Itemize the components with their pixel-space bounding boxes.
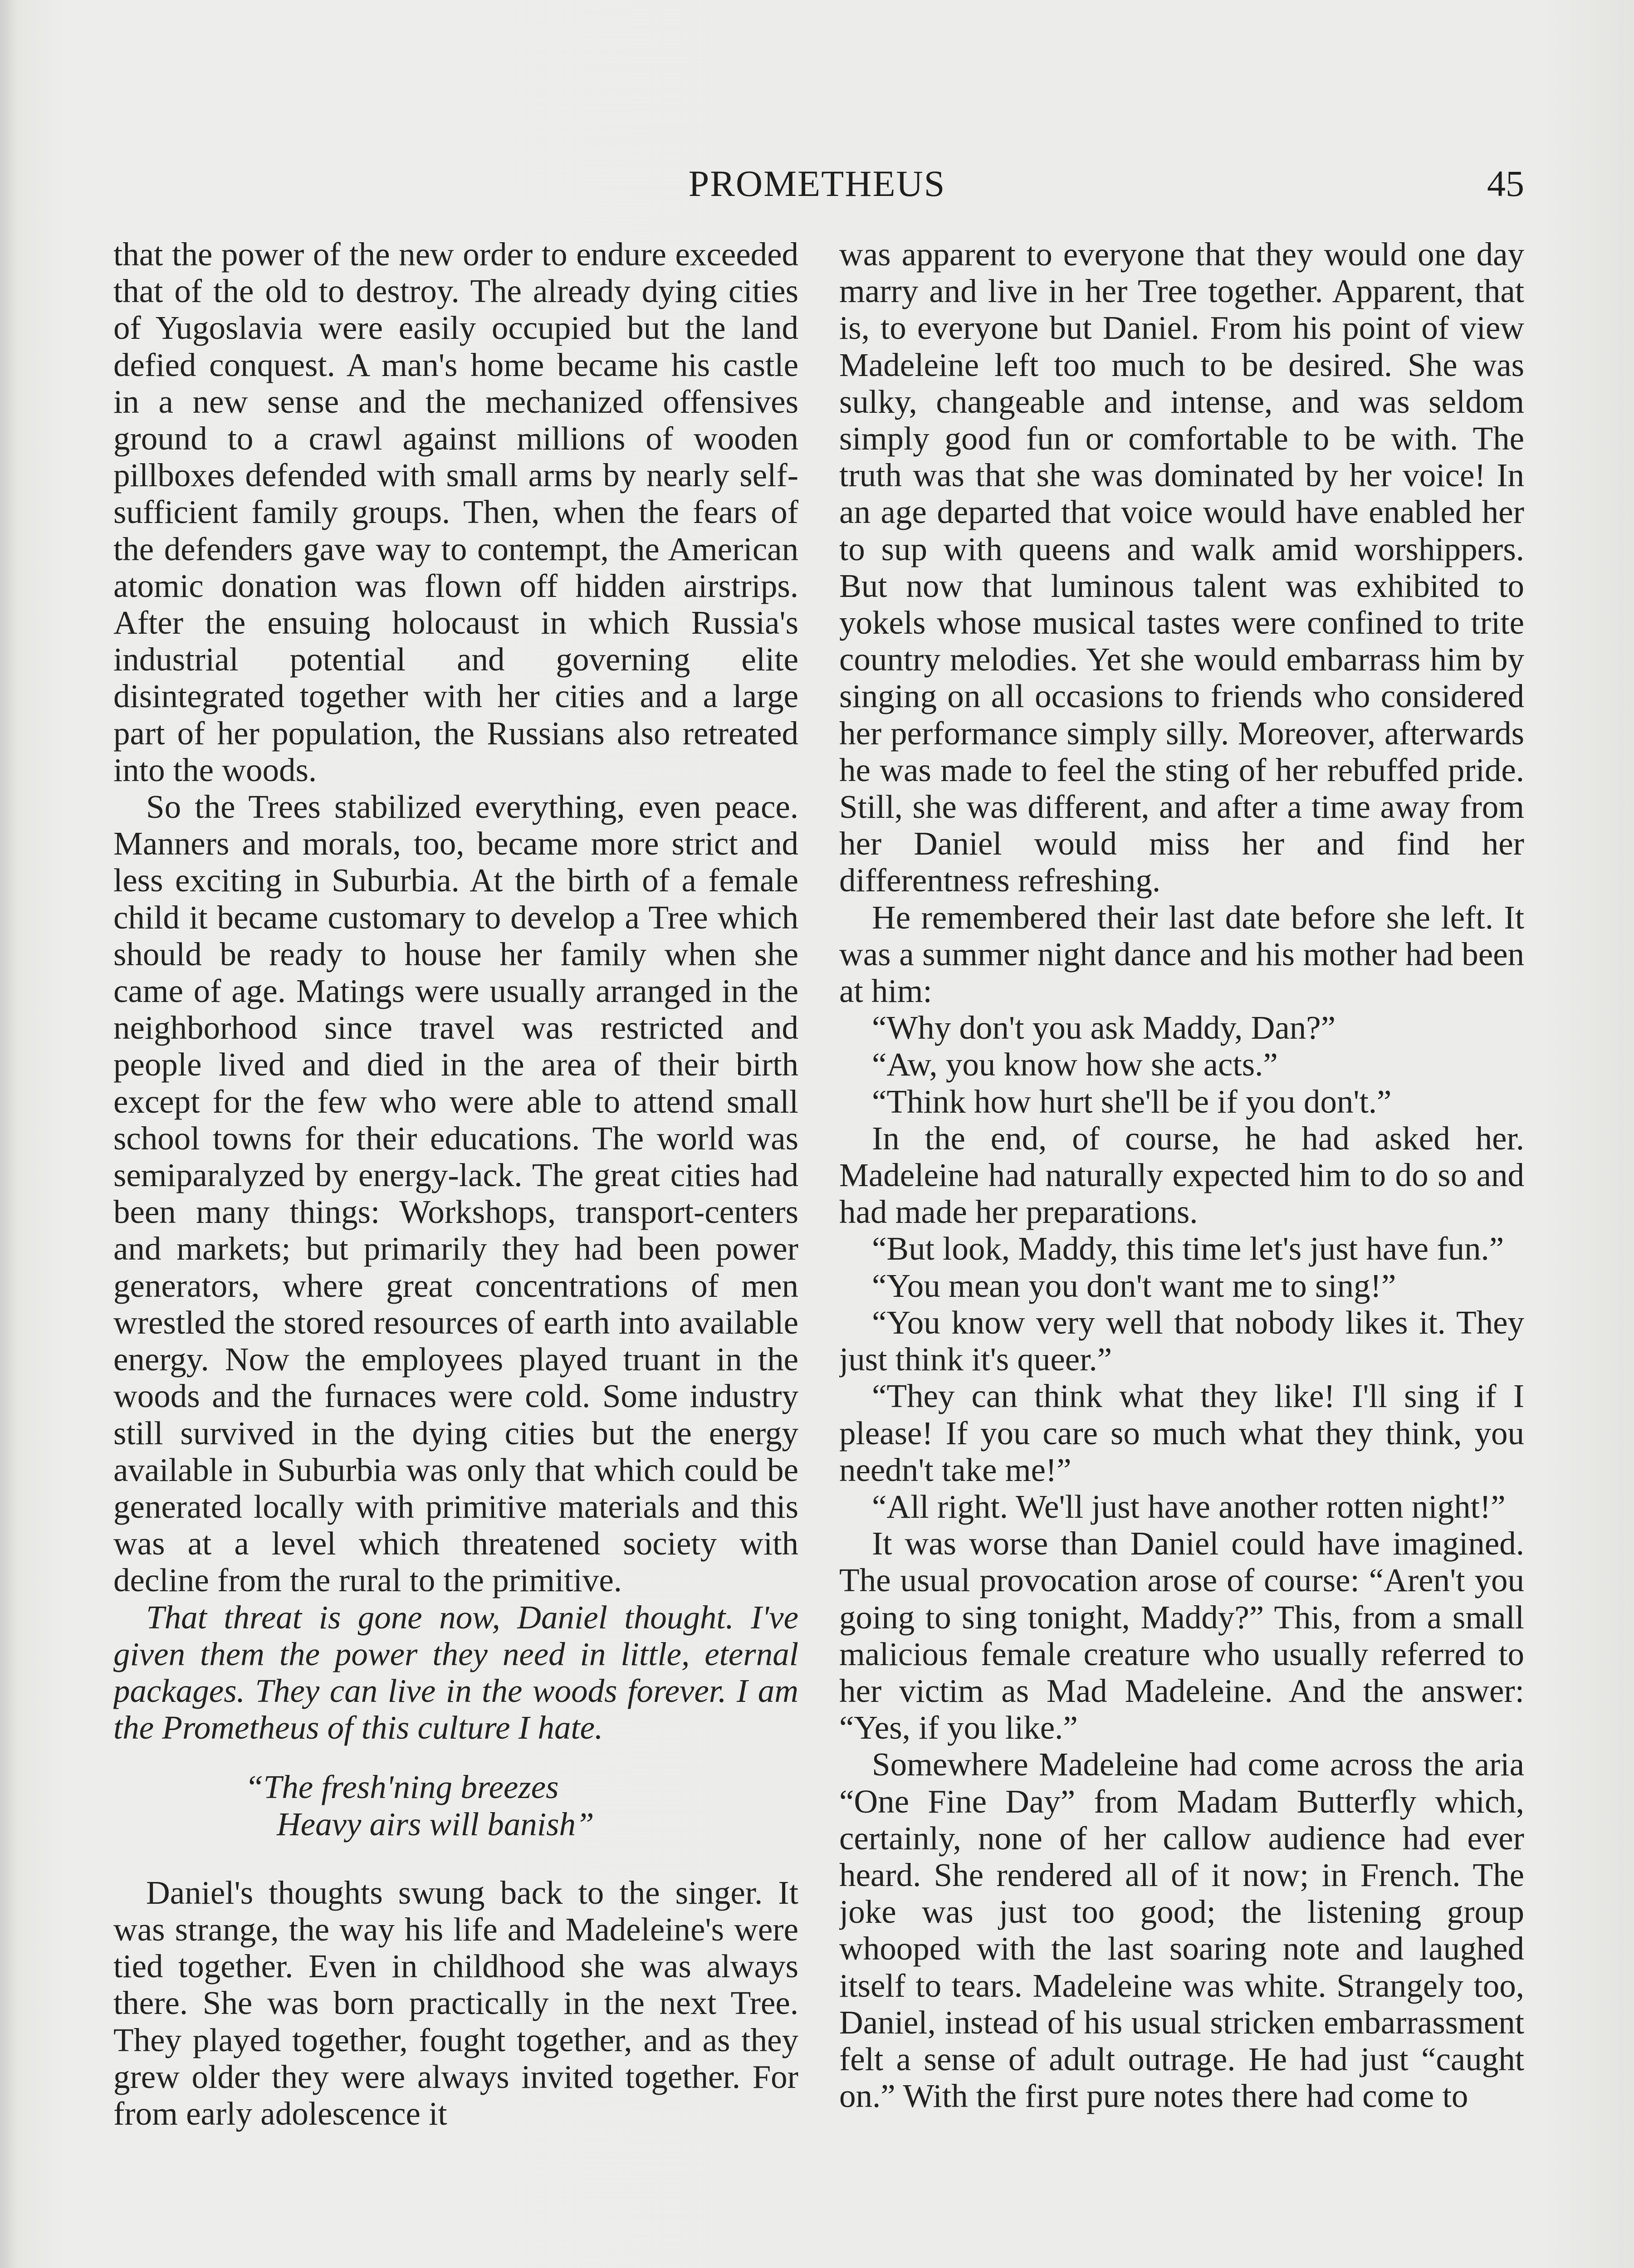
dialogue-line: “Why don't you ask Maddy, Dan?” xyxy=(872,1009,1336,1046)
dialogue-line: “But look, Maddy, this time let's just have fun.” xyxy=(872,1230,1504,1267)
paragraph: that the power of the new order to endure exceeded that of the old to destroy. The already dying cities of Yugoslavia were easily occupied but the land defied conquest. A man's home became his castle in a new sense and the mechanized offensives ground to a crawl against millions of wooden pillboxes defended with small arms by nearly self-sufficient family groups. Then, when the fears of the defenders gave way to contempt, the American atomic donation was flown off hidden airstrips. After the ensuing holocaust in which Russia's industrial potential and governing elite disintegrated together with her cities and a large part of her population, the Russians also retreated into the woods. xyxy=(113,236,798,788)
dialogue-line: “They can think what they like! I'll sing if I please! If you care so much what they think, you needn't take me!” xyxy=(839,1378,1524,1488)
paragraph: was apparent to everyone that they would one day marry and live in her Tree together. Apparent, that is, to everyone but Daniel. From his point of view Madeleine left too much to be desired. She was sulky, changeable and intense, and was seldom simply good fun or comfortable to be with. The truth was that she was dominated by her voice! In an age departed that voice would have enabled her to sup with queens and walk amid worshippers. But now that luminous talent was exhibited to yokels whose musical tastes were confined to trite country melodies. Yet she would embarrass him by singing on all occasions to friends who considered her performance simply silly. Moreover, afterwards he was made to feel the sting of her rebuffed pride. Still, she was different, and after a time away from her Daniel would miss her and find her differentness refreshing. xyxy=(839,236,1524,899)
dialogue-line: “All right. We'll just have another rotten night!” xyxy=(872,1488,1506,1525)
dialogue-line: “You know very well that nobody likes it. They just think it's queer.” xyxy=(839,1304,1524,1378)
paragraph: So the Trees stabilized everything, even peace. Manners and morals, too, became more strict and less exciting in Suburbia. At the birth of a female child it became customary to develop a Tree which should be ready to house her family when she came of age. Matings were usually arranged in the neighborhood since travel was restricted and people lived and died in the area of their birth except for the few who were able to attend small school towns for their educations. The world was semiparalyzed by energy-lack. The great cities had been many things: Workshops, transport-centers and markets; but primarily they had been power generators, where great concentrations of men wrestled the stored resources of earth into available energy. Now the employees played truant in the woods and the furnaces were cold. Some industry still survived in the dying cities but the energy available in Suburbia was only that which could be generated locally with primitive materials and this was at a level which threatened society with decline from the rural to the primitive. xyxy=(113,788,798,1599)
dialogue-line: “You mean you don't want me to sing!” xyxy=(872,1267,1396,1304)
dialogue-line: “Aw, you know how she acts.” xyxy=(872,1046,1278,1083)
page-number: 45 xyxy=(1487,163,1524,204)
paragraph-thought: That threat is gone now, Daniel thought. I've given them the power they need in little, eternal packages. They can live in the woods forever. I am the Prometheus of this culture I hate. xyxy=(113,1598,798,1746)
paragraph: Daniel's thoughts swung back to the singer. It was strange, the way his life and Madeleine's were tied together. Even in childhood she was always there. She was born practically in the next Tree. They played together, fought together, and as they grew older they were always invited together. For from early adolescence it xyxy=(113,1874,798,2132)
verse-quote xyxy=(113,1769,798,1842)
paragraph: Somewhere Madeleine had come across the aria “One Fine Day” from Madam Butterfly which, certainly, none of her callow audience had ever heard. She rendered all of it now; in French. The joke was just too good; the listening group whooped with the last soaring note and laughed itself to tears. Madeleine was white. Strangely too, Daniel, instead of his usual stricken embarrassment felt a sense of adult outrage. He had just “caught on.” With the first pure notes there had come to xyxy=(839,1746,1524,2115)
dialogue-line: “Think how hurt she'll be if you don't.” xyxy=(872,1083,1392,1120)
left-text-column xyxy=(113,236,798,2268)
verse-line: “The fresh'ning breezes xyxy=(245,1769,559,1806)
paragraph: He remembered their last date before she left. It was a summer night dance and his mother had been at him: xyxy=(839,899,1524,1010)
paragraph: In the end, of course, he had asked her. Madeleine had naturally expected him to do so and had made her preparations. xyxy=(839,1119,1524,1231)
verse-line: Heavy airs will banish” xyxy=(277,1805,594,1843)
running-header-title: PROMETHEUS xyxy=(688,163,946,204)
paragraph: It was worse than Daniel could have imagined. The usual provocation arose of course: “Aren't you going to sing tonight, Maddy?” This, from a small malicious female creature who usually referred to her victim as Mad Madeleine. And the answer: “Yes, if you like.” xyxy=(839,1525,1524,1746)
right-text-column xyxy=(839,236,1524,2268)
